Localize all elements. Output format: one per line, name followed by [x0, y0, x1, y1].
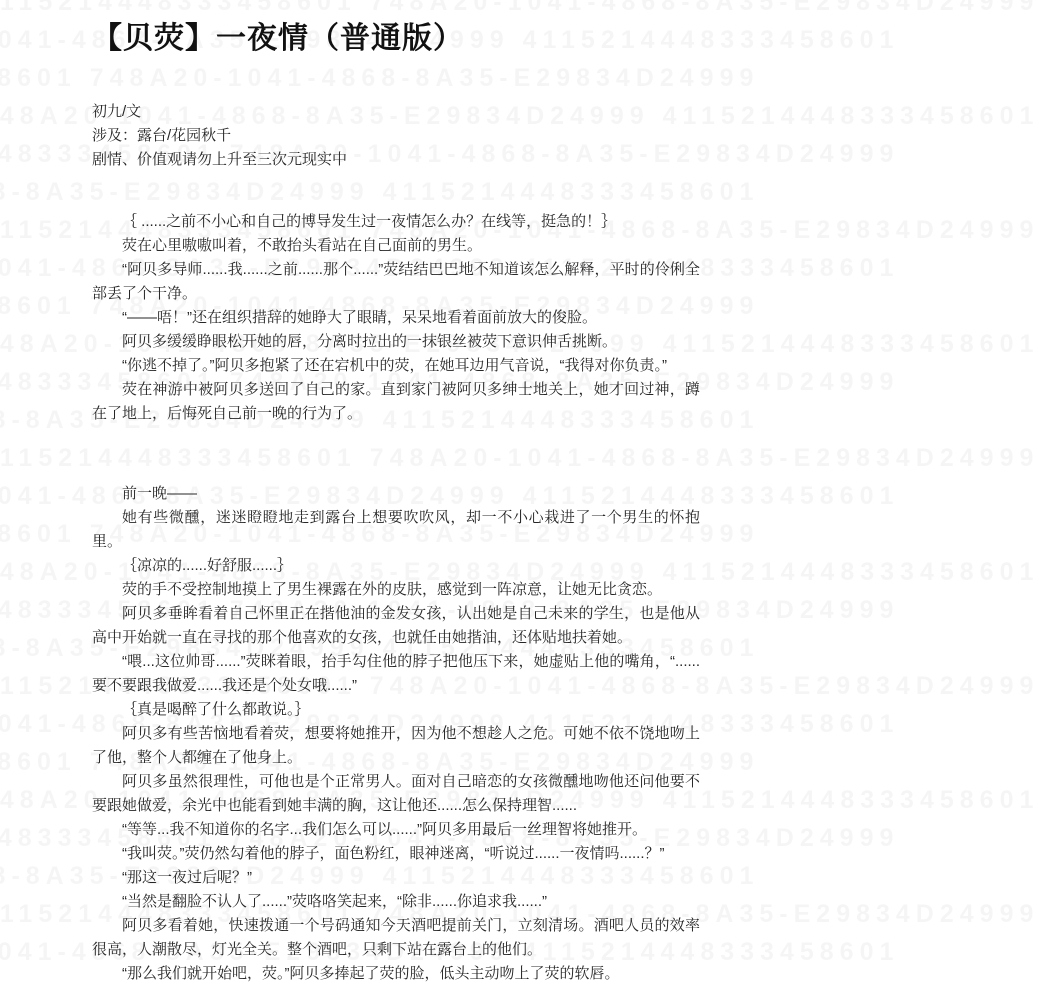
paragraph: ｛ ......之前不小心和自己的博导发生过一夜情怎么办？在线等，挺急的！｝: [122, 213, 617, 230]
paragraph: 阿贝多有些苦恼地看着荧，想要将她推开，因为他不想趁人之危。可她不依不饶地吻上了他，整个人都缠在了他身上。: [92, 725, 700, 766]
paragraph: ｛凉凉的......好舒服......｝: [122, 557, 293, 574]
paragraph: 前一晚——: [122, 485, 198, 502]
paragraph: “当然是翻脸不认人了......”荧咯咯笑起来，“除非......你追求我......”: [122, 893, 547, 910]
paragraph: “阿贝多导师......我......之前......那个......”荧结结巴巴地不知道该怎么解释，平时的伶俐全部丢了个干净。: [92, 261, 700, 302]
paragraph: “那么我们就开始吧，荧。”阿贝多捧起了荧的脸，低头主动吻上了荧的软唇。: [122, 965, 620, 982]
paragraph: ｛真是喝醉了什么都敢说。｝: [122, 701, 310, 718]
paragraph: “等等...我不知道你的名字...我们怎么可以......”阿贝多用最后一丝理智将她推开。: [122, 821, 648, 838]
paragraph: “——唔！”还在组织措辞的她睁大了眼睛，呆呆地看着面前放大的俊脸。: [122, 309, 597, 326]
paragraph: 阿贝多看着她，快速拨通一个号码通知今天酒吧提前关门，立刻清场。酒吧人员的效率很高，人潮散尽，灯光全关。整个酒吧，只剩下站在露台上的他们。: [92, 917, 700, 958]
meta-block: [92, 100, 700, 172]
paragraph: 阿贝多垂眸看着自己怀里正在揩他油的金发女孩，认出她是自己未来的学生，也是他从高中开始就一直在寻找的那个他喜欢的女孩，也就任由她揩油，还体贴地扶着她。: [92, 605, 700, 646]
meta-line: 涉及：露台/花园秋千: [92, 127, 232, 144]
page-title: 【贝荧】一夜情（普通版）: [92, 22, 464, 55]
paragraph: “我叫荧。”荧仍然勾着他的脖子，面色粉红，眼神迷离，“听说过......一夜情吗......？”: [122, 845, 665, 862]
paragraph: “喂...这位帅哥......”荧眯着眼，抬手勾住他的脖子把他压下来，她虚贴上他的嘴角，“......要不要跟我做爱......我还是个处女哦......”: [92, 653, 700, 694]
paragraph: “那这一夜过后呢？”: [122, 869, 252, 886]
paragraph: 荧在心里嗷嗷叫着，不敢抬头看站在自己面前的男生。: [122, 237, 483, 254]
meta-line: 剧情、价值观请勿上升至三次元现实中: [92, 151, 348, 168]
story-part-2: [92, 482, 700, 986]
story-part-1: [92, 210, 700, 426]
paragraph: 阿贝多缓缓睁眼松开她的唇，分离时拉出的一抹银丝被荧下意识伸舌挑断。: [122, 333, 618, 350]
paragraph: 她有些微醺，迷迷瞪瞪地走到露台上想要吹吹风，却一不小心栽进了一个男生的怀抱里。: [92, 509, 700, 550]
paragraph: 阿贝多虽然很理性，可他也是个正常男人。面对自己暗恋的女孩微醺地吻他还问他要不要跟她做爱，余光中也能看到她丰满的胸，这让他还......怎么保持理智......: [92, 773, 700, 814]
paragraph: “你逃不掉了。”阿贝多抱紧了还在宕机中的荧，在她耳边用气音说，“我得对你负责。”: [122, 357, 667, 374]
meta-line: 初九/文: [92, 103, 142, 120]
paragraph: 荧在神游中被阿贝多送回了自己的家。直到家门被阿贝多绅士地关上，她才回过神，蹲在了地上，后悔死自己前一晚的行为了。: [92, 381, 700, 422]
paragraph: 荧的手不受控制地摸上了男生裸露在外的皮肤，感觉到一阵凉意，让她无比贪恋。: [122, 581, 663, 598]
